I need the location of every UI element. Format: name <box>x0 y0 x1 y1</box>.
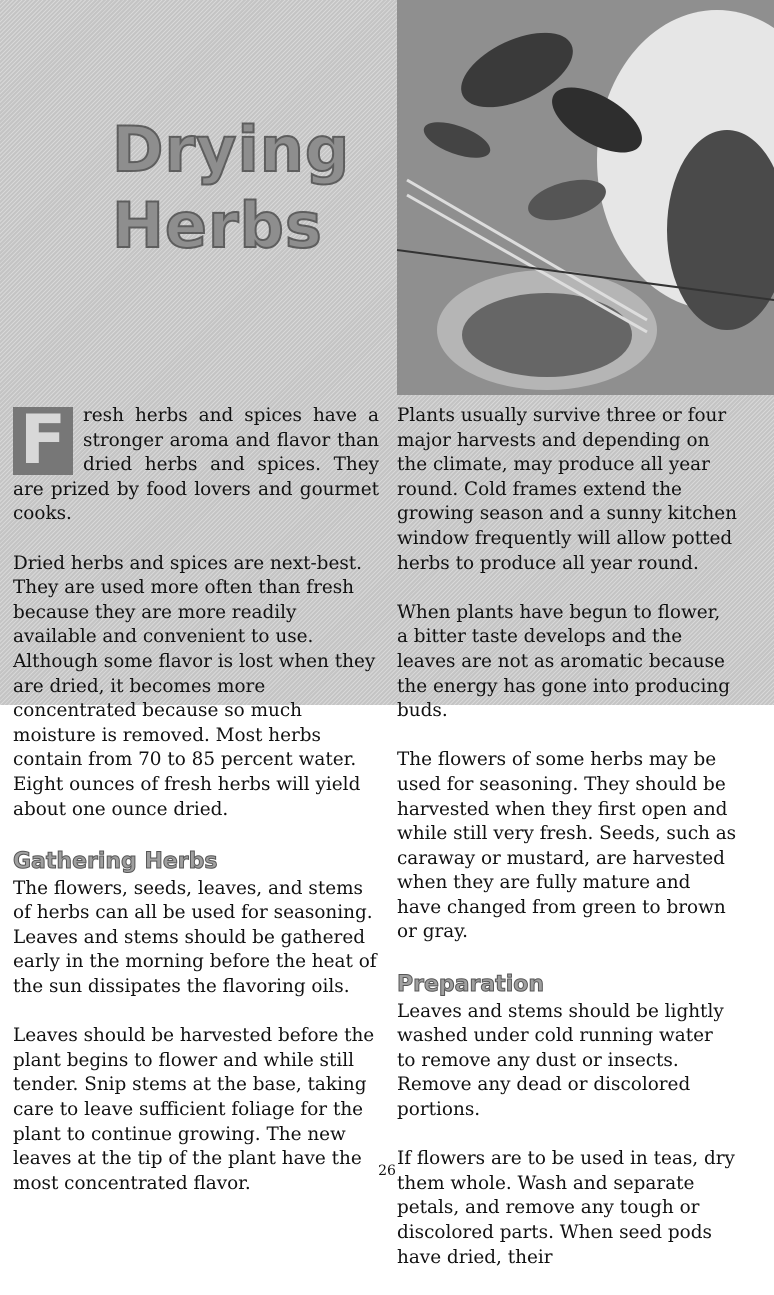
herbs-photo <box>397 0 774 395</box>
page-title <box>112 112 351 264</box>
intro-text: resh herbs and spices have a stronger aroma and flavor than dried herbs and spices. They are prized by food lovers and gourmet cooks. <box>13 405 379 525</box>
herbs-photo-illustration <box>397 0 774 395</box>
paragraph: Dried herbs and spices are next-best. They are used more often than fresh because they are more readily available and convenient to use. Although some flavor is lost when they are dried, it becomes more concentrated because so much moisture is removed. Most herbs contain from 70 to 85 percent water. Eight ounces of fresh herbs will yield about one ounce dried. <box>13 552 376 820</box>
paragraph: Leaves should be harvested before the plant begins to flower and while still tender. Snip stems at the base, taking care to leave sufficient foliage for the plant to continue growing. The new leaves at the tip of the plant have the most concentrated flavor. <box>13 1025 375 1194</box>
paragraph: The flowers of some herbs may be used for seasoning. They should be harvested when they first open and while still very fresh. Seeds, such as caraway or mustard, are harvested when they are fully mature and have changed from green to brown or gray. <box>397 749 737 943</box>
paragraph: When plants have begun to flower, a bitter taste develops and the leaves are not as aromatic because the energy has gone into producing buds. <box>397 601 730 722</box>
paragraph: The flowers, seeds, leaves, and stems of herbs can all be used for seasoning. Leaves and stems should be gathered early in the morning before the heat of the sun dissipates the flavoring oils. <box>13 877 377 998</box>
paragraph: Plants usually survive three or four major harvests and depending on the climate, may produce all year round. Cold frames extend the growing season and a sunny kitchen window frequently will allow potted herbs to produce all year round. <box>397 405 737 574</box>
section-heading-preparation: Preparation <box>397 971 545 997</box>
paragraph: Leaves and stems should be lightly washed under cold running water to remove any dust or insects. Remove any dead or discolored portions. <box>397 1000 724 1121</box>
drop-cap: F <box>13 407 73 475</box>
intro-paragraph <box>13 401 379 527</box>
section-heading-gathering: Gathering Herbs <box>13 848 218 874</box>
right-column <box>397 404 737 1295</box>
title-line-1: Drying <box>112 113 351 186</box>
paragraph: If flowers are to be used in teas, dry them whole. Wash and separate petals, and remove any tough or discolored parts. When seed pods have dried, their <box>397 1148 735 1268</box>
title-line-2: Herbs <box>112 189 323 262</box>
page-number: 26 <box>378 1163 396 1179</box>
left-column <box>13 401 379 1221</box>
